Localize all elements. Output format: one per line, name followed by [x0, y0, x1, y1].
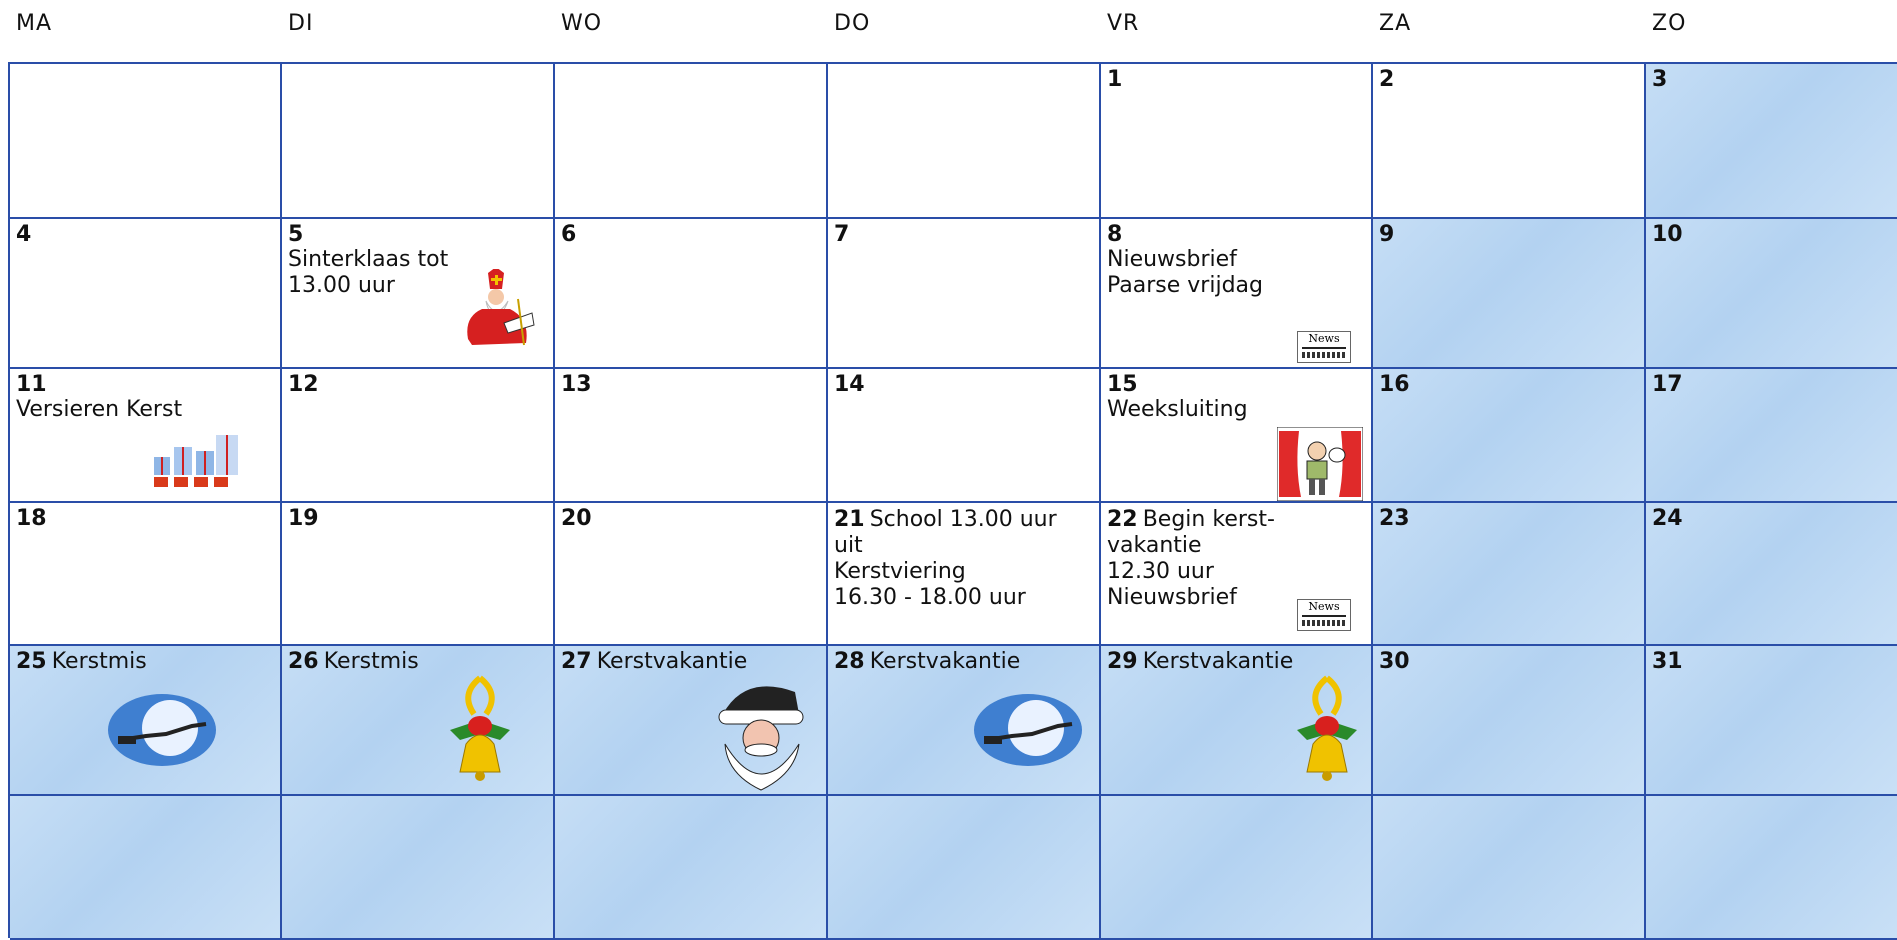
- calendar-cell[interactable]: [555, 796, 828, 940]
- event-text: Begin kerst- vakantie 12.30 uur Nieuwsbrief: [1107, 507, 1275, 610]
- weekday-ma: MA: [16, 11, 53, 36]
- calendar-cell[interactable]: [555, 219, 828, 369]
- event-text: Kerstmis: [323, 649, 419, 674]
- puppet-theater-icon: [1277, 427, 1363, 501]
- calendar-cell[interactable]: [828, 796, 1101, 940]
- day-number: 25: [16, 649, 47, 674]
- day-number: 8: [1107, 222, 1123, 247]
- calendar-cell[interactable]: [1101, 219, 1373, 369]
- day-number: 22: [1107, 507, 1138, 532]
- calendar-cell[interactable]: [282, 64, 555, 219]
- calendar-cell[interactable]: [1646, 646, 1897, 796]
- event-text: Sinterklaas tot 13.00 uur: [288, 247, 449, 298]
- event-text: Versieren Kerst: [16, 397, 183, 422]
- day-number: 9: [1379, 222, 1395, 247]
- day-number: 5: [288, 222, 304, 247]
- calendar-cell[interactable]: [1646, 369, 1897, 503]
- sleigh-moon-icon: [106, 690, 218, 770]
- weekday-di: DI: [288, 11, 314, 36]
- calendar-cell[interactable]: [828, 64, 1101, 219]
- calendar-cell[interactable]: [1646, 64, 1897, 219]
- day-number: 3: [1652, 67, 1668, 92]
- calendar-cell[interactable]: [828, 503, 1101, 646]
- day-number: 1: [1107, 67, 1123, 92]
- calendar-cell[interactable]: [1101, 369, 1373, 503]
- event-text: School 13.00 uur uit Kerstviering 16.30 - 18.00 uur: [834, 507, 1057, 610]
- day-number: 4: [16, 222, 32, 247]
- calendar-cell[interactable]: [10, 219, 282, 369]
- weekday-za: ZA: [1379, 11, 1412, 36]
- calendar-cell[interactable]: [10, 646, 282, 796]
- bell-icon: [1287, 674, 1367, 790]
- event-text: Weeksluiting: [1107, 397, 1248, 422]
- sinterklaas-icon: [458, 269, 538, 349]
- calendar-cell[interactable]: [555, 64, 828, 219]
- day-number: 6: [561, 222, 577, 247]
- day-number: 12: [288, 372, 319, 397]
- day-number: 16: [1379, 372, 1410, 397]
- calendar-cell[interactable]: [1373, 796, 1646, 940]
- calendar-cell[interactable]: [282, 796, 555, 940]
- calendar-cell[interactable]: [10, 64, 282, 219]
- weekday-wo: WO: [561, 11, 603, 36]
- calendar-cell[interactable]: [1373, 646, 1646, 796]
- calendar-cell[interactable]: [828, 219, 1101, 369]
- day-number: 24: [1652, 506, 1683, 531]
- calendar-cell[interactable]: [1101, 64, 1373, 219]
- calendar-cell[interactable]: [1101, 796, 1373, 940]
- calendar-cell[interactable]: [282, 646, 555, 796]
- calendar-cell[interactable]: [555, 646, 828, 796]
- day-number: 13: [561, 372, 592, 397]
- day-number: 7: [834, 222, 850, 247]
- day-number: 28: [834, 649, 865, 674]
- calendar-cell[interactable]: [1646, 503, 1897, 646]
- day-number: 30: [1379, 649, 1410, 674]
- calendar-cell[interactable]: [10, 503, 282, 646]
- calendar-cell[interactable]: [1101, 503, 1373, 646]
- calendar-cell[interactable]: [10, 796, 282, 940]
- bell-icon: [440, 674, 520, 790]
- day-number: 19: [288, 506, 319, 531]
- calendar-cell[interactable]: [282, 219, 555, 369]
- day-number: 20: [561, 506, 592, 531]
- event-text: Nieuwsbrief Paarse vrijdag: [1107, 247, 1263, 298]
- weekday-zo: ZO: [1652, 11, 1687, 36]
- calendar-cell[interactable]: [828, 646, 1101, 796]
- event-text: Kerstvakantie: [869, 649, 1021, 674]
- calendar-cell[interactable]: [555, 503, 828, 646]
- calendar-cell[interactable]: [10, 369, 282, 503]
- day-number: 15: [1107, 372, 1138, 397]
- calendar-cell[interactable]: [1646, 796, 1897, 940]
- calendar-cell[interactable]: [1373, 503, 1646, 646]
- day-number: 17: [1652, 372, 1683, 397]
- calendar-cell[interactable]: [555, 369, 828, 503]
- day-number: 29: [1107, 649, 1138, 674]
- calendar-cell[interactable]: [1101, 646, 1373, 796]
- calendar-cell[interactable]: [828, 369, 1101, 503]
- presents-icon: [150, 427, 250, 491]
- day-number: 10: [1652, 222, 1683, 247]
- day-number: 18: [16, 506, 47, 531]
- newspaper-label: News: [1308, 332, 1340, 345]
- day-number: 31: [1652, 649, 1683, 674]
- day-number: 23: [1379, 506, 1410, 531]
- newspaper-icon: [1297, 331, 1351, 363]
- event-text: Kerstmis: [51, 649, 147, 674]
- calendar-grid: [8, 62, 1897, 938]
- newspaper-icon: [1297, 599, 1351, 631]
- weekday-header: [0, 0, 1897, 62]
- day-number: 14: [834, 372, 865, 397]
- event-text: Kerstvakantie: [596, 649, 748, 674]
- day-number: 2: [1379, 67, 1395, 92]
- calendar-cell[interactable]: [282, 369, 555, 503]
- calendar-cell[interactable]: [282, 503, 555, 646]
- day-number: 21: [834, 507, 865, 532]
- newspaper-label: News: [1308, 600, 1340, 613]
- event-text: Kerstvakantie: [1142, 649, 1294, 674]
- calendar-cell[interactable]: [1373, 64, 1646, 219]
- weekday-vr: VR: [1107, 11, 1140, 36]
- day-number: 11: [16, 372, 47, 397]
- day-number: 27: [561, 649, 592, 674]
- calendar-cell[interactable]: [1373, 369, 1646, 503]
- day-number: 26: [288, 649, 319, 674]
- weekday-do: DO: [834, 11, 871, 36]
- calendar-cell[interactable]: [1373, 219, 1646, 369]
- calendar-cell[interactable]: [1646, 219, 1897, 369]
- sleigh-moon-icon: [972, 690, 1084, 770]
- santa-face-icon: [705, 674, 815, 794]
